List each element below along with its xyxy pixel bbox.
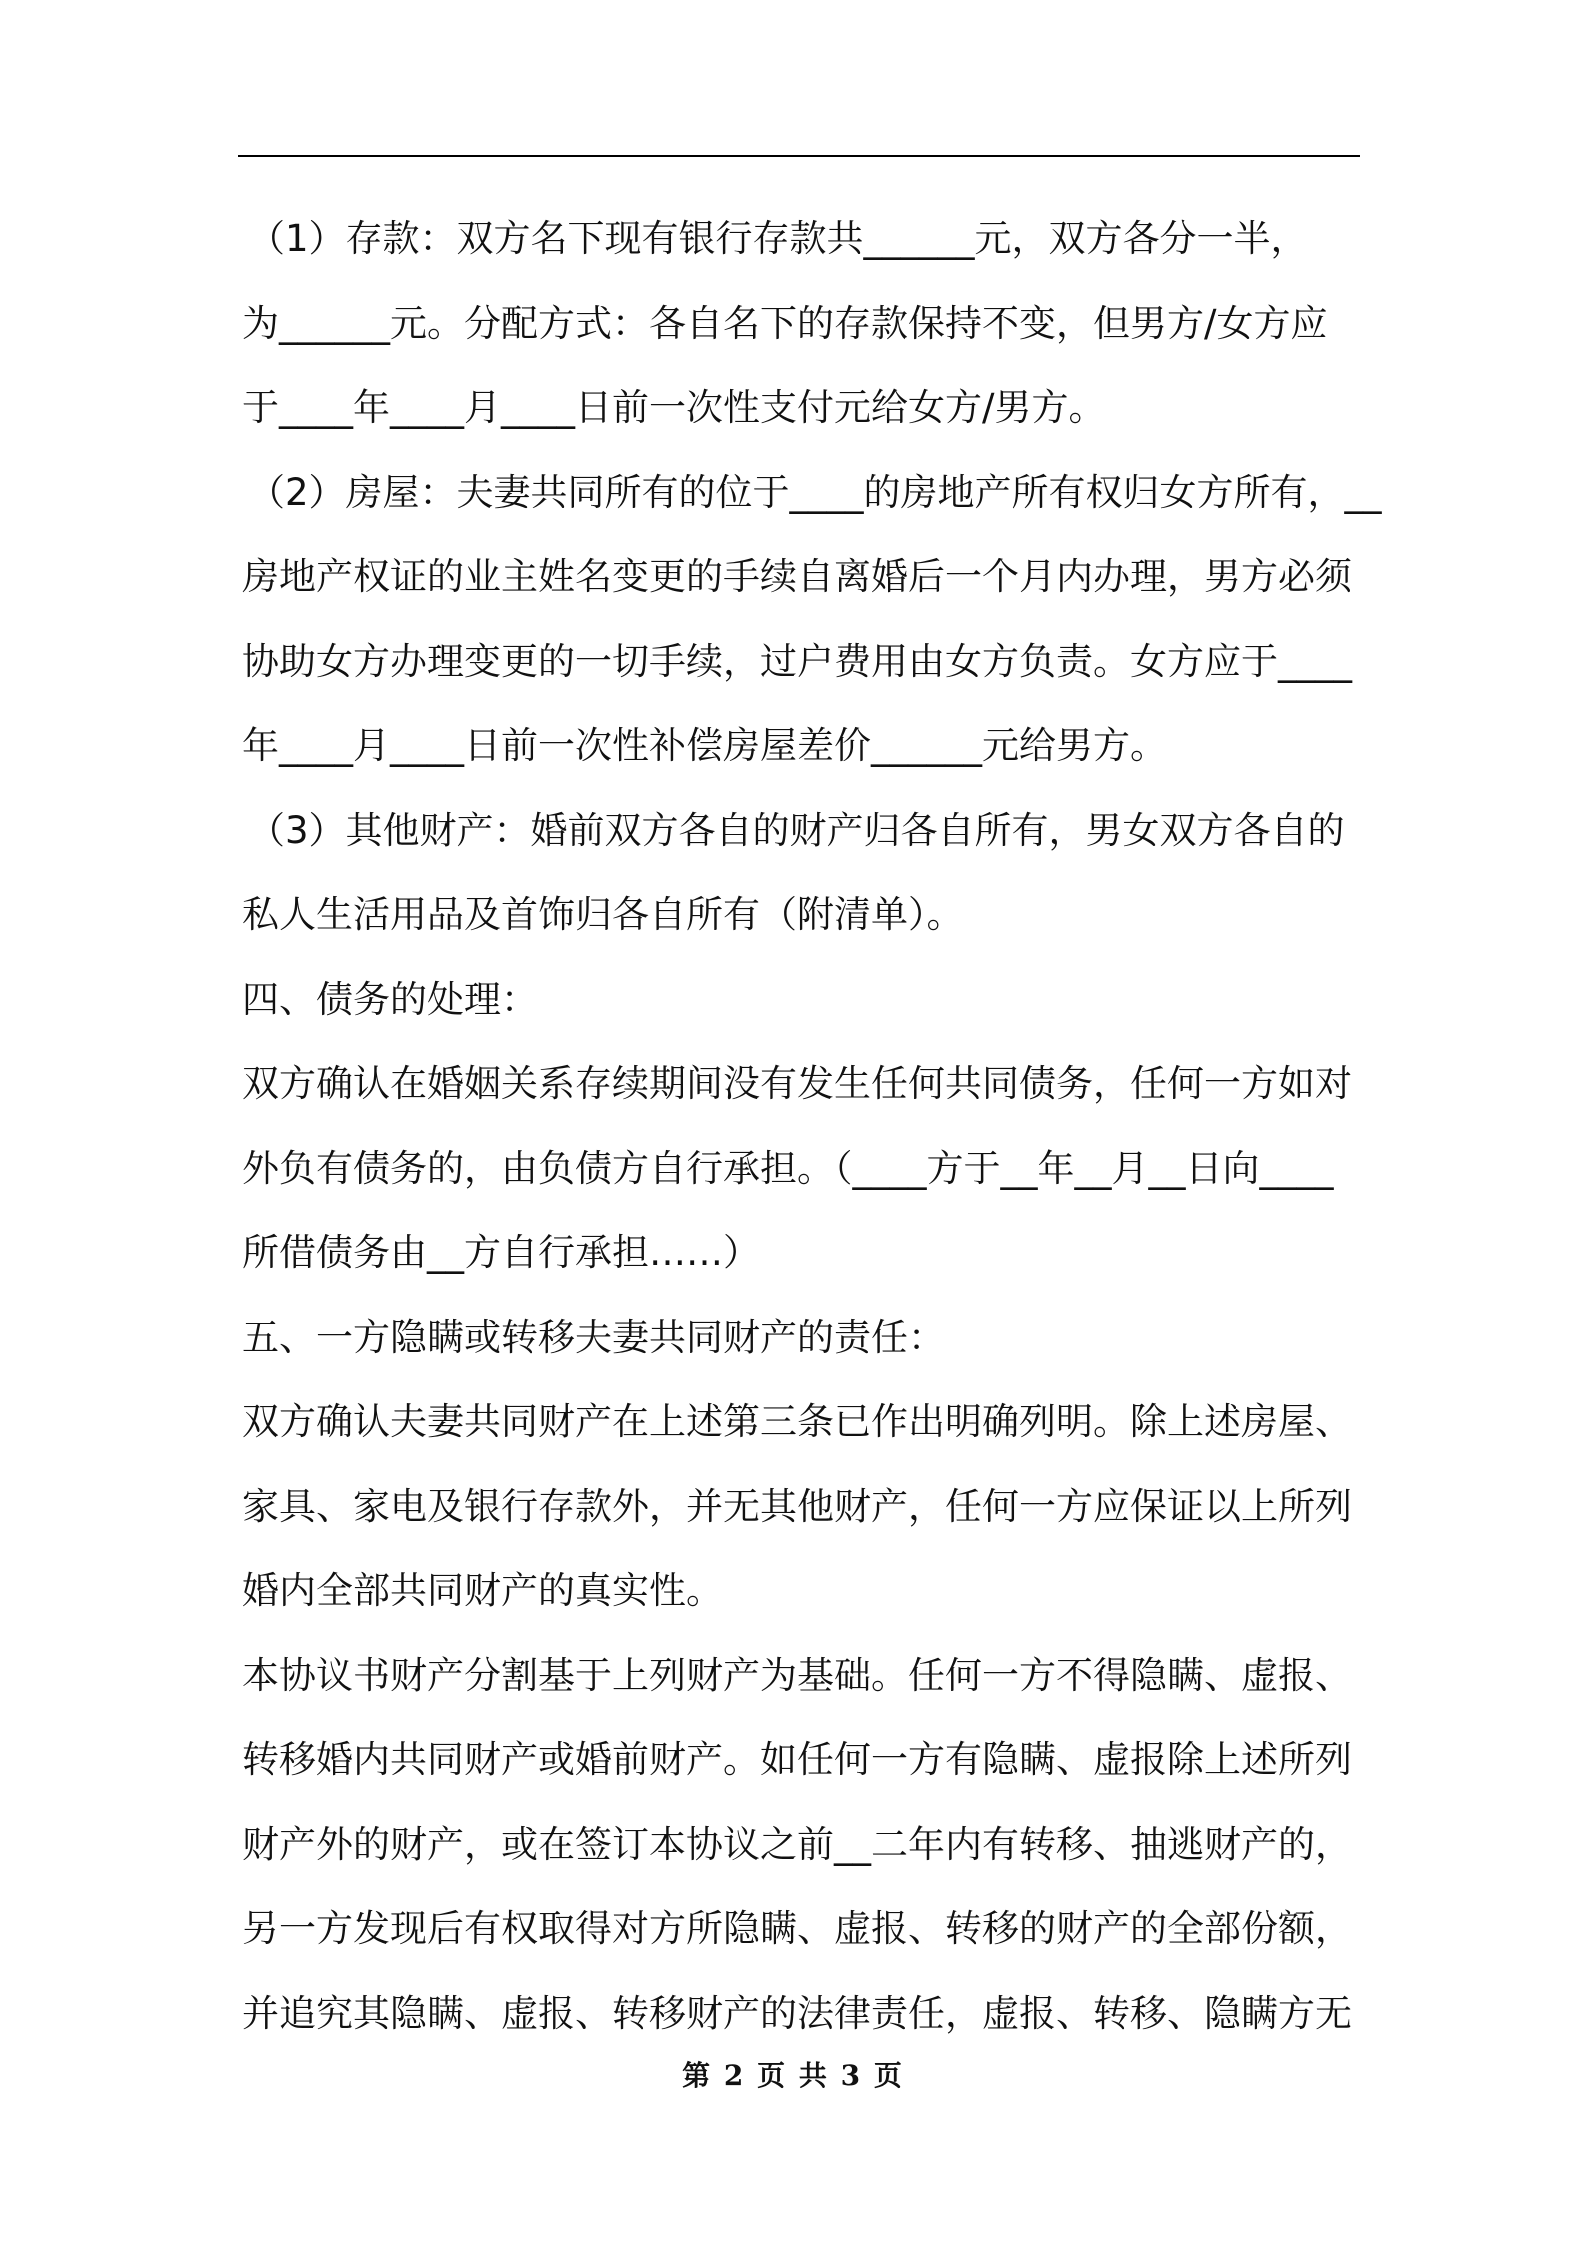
paragraph-line: 为______元。分配方式：各自名下的存款保持不变，但男方/女方应 <box>242 301 1328 345</box>
paragraph-line: 财产外的财产，或在签订本协议之前__二年内有转移、抽逃财产的， <box>242 1822 1352 1866</box>
paragraph-line: 家具、家电及银行存款外，并无其他财产，任何一方应保证以上所列 <box>242 1484 1352 1528</box>
paragraph-line: 双方确认在婚姻关系存续期间没有发生任何共同债务，任何一方如对 <box>242 1062 1352 1105</box>
paragraph-line: （2）房屋：夫妻共同所有的位于____的房地产所有权归女方所有，__ <box>248 470 1382 514</box>
paragraph-line: （3）其他财产：婚前双方各自的财产归各自所有，男女双方各自的 <box>248 808 1345 852</box>
paragraph-line: 年____月____日前一次性补偿房屋差价______元给男方。 <box>242 724 1167 767</box>
paragraph-line: 本协议书财产分割基于上列财产为基础。任何一方不得隐瞒、虚报、 <box>242 1653 1352 1697</box>
paragraph-line: 于____年____月____日前一次性支付元给女方/男方。 <box>242 386 1106 429</box>
page-number-footer: 第 2 页 共 3 页 <box>682 2059 904 2092</box>
paragraph-line: 婚内全部共同财产的真实性。 <box>242 1569 723 1612</box>
header-divider <box>238 155 1360 157</box>
section-heading: 五、一方隐瞒或转移夫妻共同财产的责任： <box>242 1315 945 1359</box>
paragraph-line: 所借债务由__方自行承担……） <box>242 1231 760 1274</box>
paragraph-line: 房地产权证的业主姓名变更的手续自离婚后一个月内办理，男方必须 <box>242 555 1352 598</box>
paragraph-line: 并追究其隐瞒、虚报、转移财产的法律责任，虚报、转移、隐瞒方无 <box>242 1991 1352 2035</box>
paragraph-line: （1）存款：双方名下现有银行存款共______元，双方各分一半， <box>248 217 1308 260</box>
paragraph-line: 另一方发现后有权取得对方所隐瞒、虚报、转移的财产的全部份额， <box>242 1907 1352 1950</box>
paragraph-line: 协助女方办理变更的一切手续，过户费用由女方负责。女方应于____ <box>242 639 1352 683</box>
paragraph-line: 转移婚内共同财产或婚前财产。如任何一方有隐瞒、虚报除上述所列 <box>242 1738 1352 1781</box>
paragraph-line: 外负有债务的，由负债方自行承担。（____方于__年__月__日向____ <box>242 1146 1334 1190</box>
section-heading: 四、债务的处理： <box>242 977 538 1021</box>
document-body <box>242 197 1382 2056</box>
paragraph-line: 私人生活用品及首饰归各自所有（附清单）。 <box>242 893 964 936</box>
paragraph-line: 双方确认夫妻共同财产在上述第三条已作出明确列明。除上述房屋、 <box>242 1400 1352 1443</box>
